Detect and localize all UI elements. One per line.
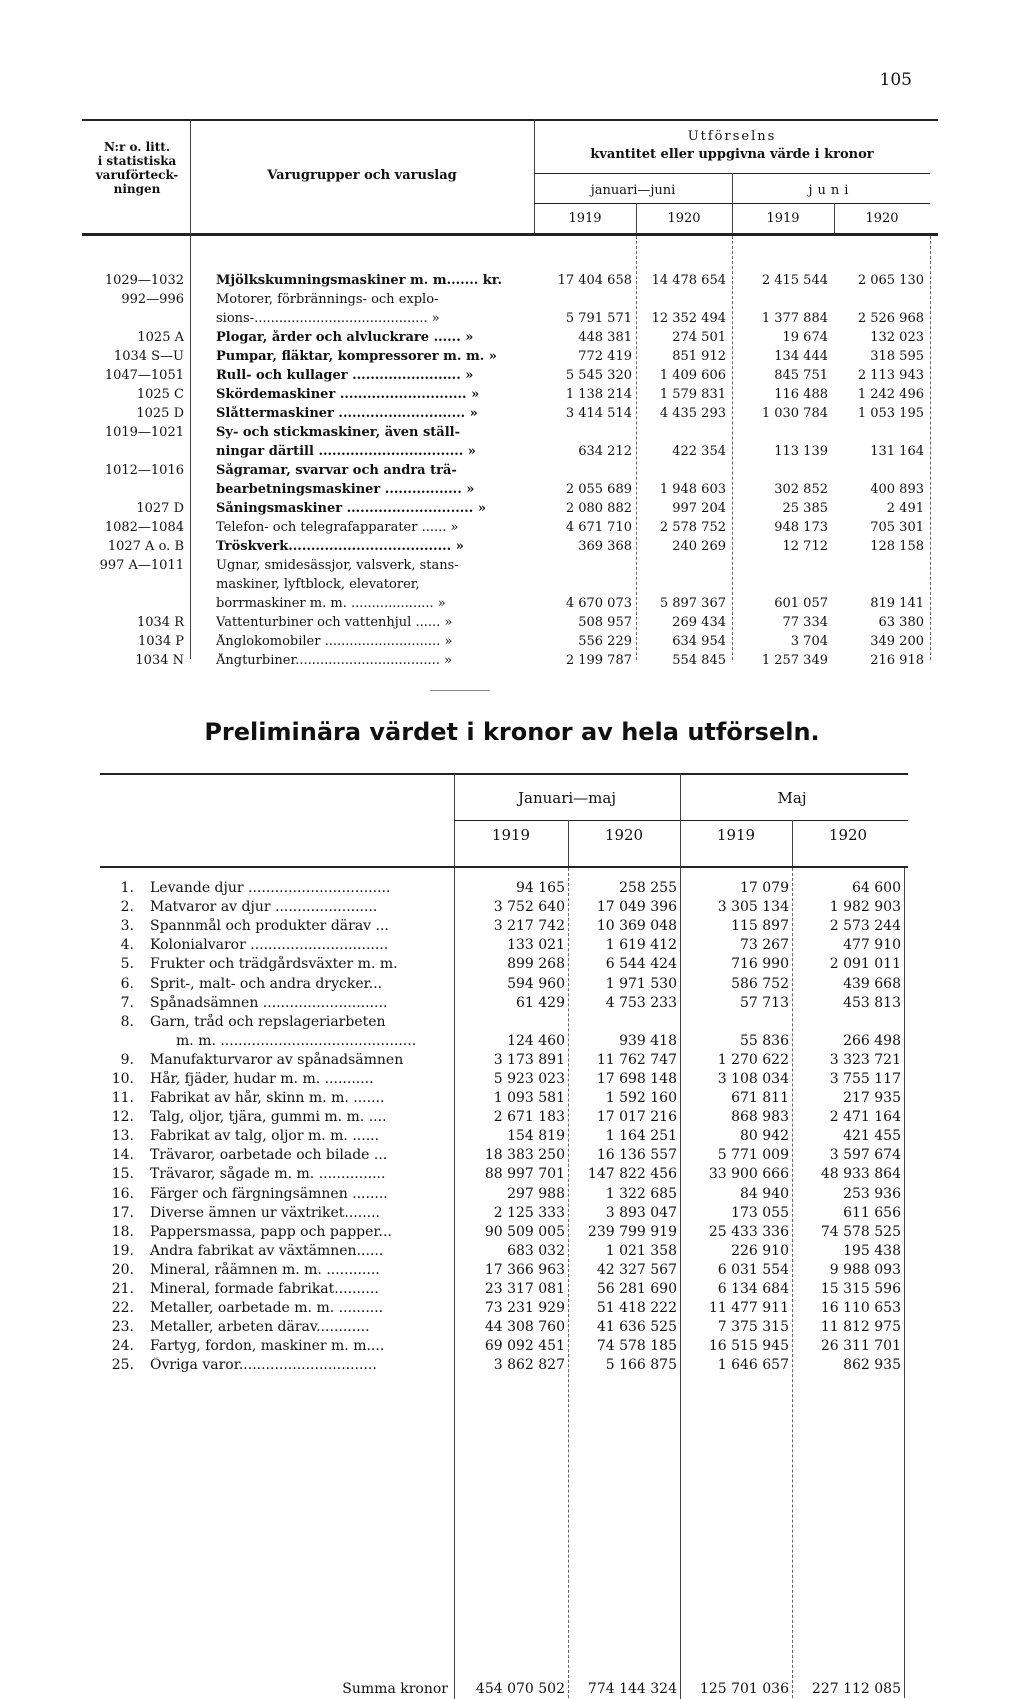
value-cell: 1 030 784: [761, 406, 828, 421]
value-cell: 1 093 581: [493, 1090, 565, 1106]
value-cell: 12 352 494: [651, 311, 726, 326]
value-cell: 5 897 367: [659, 596, 726, 611]
value-cell: 2 065 130: [857, 273, 924, 288]
value-cell: 453 813: [843, 995, 901, 1011]
value-cell: 6 134 684: [717, 1281, 789, 1297]
col-header-nr: [84, 140, 190, 196]
row-code: 1027 D: [136, 501, 184, 516]
row-label: Trävaror, oarbetade och bilade ...: [150, 1147, 388, 1163]
value-cell: 51 418 222: [596, 1300, 677, 1316]
row-label: borrmaskiner m. m. .................... »: [216, 596, 446, 611]
value-cell: 17 366 963: [484, 1262, 565, 1278]
row-number: 15.: [111, 1166, 134, 1182]
value-cell: 17 017 216: [596, 1109, 677, 1125]
row-number: 17.: [111, 1205, 134, 1221]
value-cell: 41 636 525: [596, 1319, 677, 1335]
value-cell: 2 199 787: [565, 653, 632, 668]
row-label: Vattenturbiner och vattenhjul ...... »: [216, 615, 453, 630]
row-label: maskiner, lyftblock, elevatorer,: [216, 577, 420, 592]
year-header: 1920: [604, 826, 644, 844]
year-header: 1919: [491, 826, 531, 844]
row-label: Slåttermaskiner ............................ »: [216, 406, 478, 421]
header-line: varuförteck-: [95, 168, 179, 182]
row-label: Spannmål och produkter därav ...: [150, 918, 389, 934]
value-cell: 11 762 747: [596, 1052, 677, 1068]
value-cell: 2 578 752: [659, 520, 726, 535]
separator: [430, 690, 490, 691]
row-number: 23.: [111, 1319, 134, 1335]
value-cell: 1 948 603: [659, 482, 726, 497]
value-cell: 302 852: [774, 482, 828, 497]
table1-divider: [190, 119, 191, 659]
value-cell: 2 125 333: [493, 1205, 565, 1221]
row-label: Färger och färgningsämnen ........: [150, 1186, 388, 1202]
row-code: 1025 D: [136, 406, 184, 421]
row-label: Motorer, förbrännings- och explo-: [216, 292, 439, 307]
value-cell: 80 942: [740, 1128, 789, 1144]
value-cell: 15 315 596: [820, 1281, 901, 1297]
row-label: Såningsmaskiner ............................ »: [216, 501, 486, 516]
row-label: Fabrikat av hår, skinn m. m. .......: [150, 1090, 385, 1106]
sum-value: 125 701 036: [699, 1681, 789, 1697]
value-cell: 3 414 514: [565, 406, 632, 421]
row-label: sions-.......................................... »: [216, 311, 440, 326]
row-number: 7.: [120, 995, 134, 1011]
value-cell: 84 940: [740, 1186, 789, 1202]
row-number: 3.: [120, 918, 134, 934]
col-header-utforselns: Utförselns: [687, 129, 777, 144]
row-label: Ugnar, smidesässjor, valsverk, stans-: [216, 558, 459, 573]
value-cell: 3 893 047: [605, 1205, 677, 1221]
value-cell: 939 418: [619, 1033, 677, 1049]
value-cell: 116 488: [774, 387, 828, 402]
value-cell: 1 971 530: [605, 976, 677, 992]
value-cell: 226 910: [731, 1243, 789, 1259]
row-code: 1034 N: [135, 653, 184, 668]
value-cell: 4 753 233: [605, 995, 677, 1011]
value-cell: 19 674: [782, 330, 828, 345]
row-label: Fabrikat av talg, oljor m. m. ......: [150, 1128, 380, 1144]
value-cell: 258 255: [619, 880, 677, 896]
value-cell: 1 242 496: [857, 387, 924, 402]
row-number: 16.: [111, 1186, 134, 1202]
value-cell: 17 698 148: [596, 1071, 677, 1087]
value-cell: 586 752: [731, 976, 789, 992]
value-cell: 5 166 875: [605, 1357, 677, 1373]
value-cell: 56 281 690: [596, 1281, 677, 1297]
value-cell: 16 110 653: [820, 1300, 901, 1316]
row-label: Hår, fjäder, hudar m. m. ...........: [150, 1071, 374, 1087]
value-cell: 17 049 396: [596, 899, 677, 915]
table2-divider: [568, 820, 569, 866]
row-label: ningar därtill ................................ »: [216, 444, 476, 459]
row-code: 1029—1032: [104, 273, 184, 288]
value-cell: 5 923 023: [493, 1071, 565, 1087]
value-cell: 899 268: [507, 956, 565, 972]
row-number: 9.: [120, 1052, 134, 1068]
table2-top-rule: [100, 773, 908, 775]
page-number: 105: [879, 70, 912, 90]
value-cell: 5 771 009: [717, 1147, 789, 1163]
table2-divider: [454, 773, 455, 1699]
value-cell: 55 836: [740, 1033, 789, 1049]
row-label: Garn, tråd och repslageriarbeten: [150, 1014, 386, 1030]
section-title: Preliminära värdet i kronor av hela utförseln.: [204, 718, 820, 746]
value-cell: 634 954: [672, 634, 726, 649]
period-jan-jun: januari—juni: [590, 183, 676, 198]
value-cell: 1 270 622: [717, 1052, 789, 1068]
sum-label: Summa kronor: [342, 1681, 448, 1697]
value-cell: 217 935: [843, 1090, 901, 1106]
value-cell: 14 478 654: [651, 273, 726, 288]
value-cell: 147 822 456: [587, 1166, 677, 1182]
value-cell: 556 229: [578, 634, 632, 649]
sum-value: 454 070 502: [475, 1681, 565, 1697]
table1-header-rule: [82, 233, 938, 236]
row-label: Kolonialvaror ...............................: [150, 937, 389, 953]
year-header: 1920: [865, 211, 899, 226]
row-label: Övriga varor...............................: [150, 1357, 377, 1373]
value-cell: 1 592 160: [605, 1090, 677, 1106]
row-code: 1019—1021: [104, 425, 184, 440]
value-cell: 772 419: [578, 349, 632, 364]
table2-divider: [792, 820, 793, 866]
table2-divider: [904, 868, 905, 1698]
value-cell: 132 023: [870, 330, 924, 345]
col-header-kvantitet: kvantitet eller uppgivna värde i kronor: [590, 147, 874, 162]
value-cell: 5 791 571: [565, 311, 632, 326]
value-cell: 3 752 640: [493, 899, 565, 915]
row-label: Spånadsämnen ............................: [150, 995, 388, 1011]
value-cell: 819 141: [870, 596, 924, 611]
row-label: Diverse ämnen ur växtriket........: [150, 1205, 381, 1221]
value-cell: 851 912: [672, 349, 726, 364]
table1-divider: [636, 236, 637, 660]
value-cell: 115 897: [731, 918, 789, 934]
row-label: Ånglokomobiler ............................ »: [216, 634, 453, 649]
value-cell: 318 595: [870, 349, 924, 364]
table2-header-rule: [100, 866, 908, 868]
value-cell: 7 375 315: [717, 1319, 789, 1335]
row-label: Metaller, arbeten därav............: [150, 1319, 370, 1335]
table2-divider: [454, 820, 908, 821]
value-cell: 2 671 183: [493, 1109, 565, 1125]
year-header: 1919: [766, 211, 800, 226]
value-cell: 124 460: [507, 1033, 565, 1049]
value-cell: 11 477 911: [708, 1300, 789, 1316]
header-line: i statistiska: [97, 154, 177, 168]
row-label: Plogar, årder och alvluckrare ...... »: [216, 330, 474, 345]
value-cell: 422 354: [672, 444, 726, 459]
row-code: 1012—1016: [104, 463, 184, 478]
value-cell: 349 200: [870, 634, 924, 649]
value-cell: 2 415 544: [761, 273, 828, 288]
value-cell: 997 204: [672, 501, 726, 516]
row-number: 10.: [111, 1071, 134, 1087]
row-label: Andra fabrikat av växtämnen......: [150, 1243, 384, 1259]
value-cell: 4 670 073: [565, 596, 632, 611]
year-header: 1920: [828, 826, 868, 844]
table2-divider: [568, 868, 569, 1698]
value-cell: 134 444: [774, 349, 828, 364]
row-number: 20.: [111, 1262, 134, 1278]
value-cell: 508 957: [578, 615, 632, 630]
year-header: 1919: [716, 826, 756, 844]
row-number: 14.: [111, 1147, 134, 1163]
value-cell: 17 404 658: [557, 273, 632, 288]
row-number: 6.: [120, 976, 134, 992]
value-cell: 716 990: [731, 956, 789, 972]
value-cell: 16 515 945: [708, 1338, 789, 1354]
value-cell: 4 435 293: [659, 406, 726, 421]
value-cell: 17 079: [740, 880, 789, 896]
value-cell: 400 893: [870, 482, 924, 497]
row-number: 13.: [111, 1128, 134, 1144]
value-cell: 1 257 349: [761, 653, 828, 668]
value-cell: 297 988: [507, 1186, 565, 1202]
row-label: Fartyg, fordon, maskiner m. m....: [150, 1338, 385, 1354]
value-cell: 1 579 831: [659, 387, 726, 402]
value-cell: 128 158: [870, 539, 924, 554]
value-cell: 63 380: [878, 615, 924, 630]
row-label: m. m. ............................................: [176, 1033, 417, 1049]
value-cell: 3 217 742: [493, 918, 565, 934]
value-cell: 611 656: [843, 1205, 901, 1221]
value-cell: 25 433 336: [708, 1224, 789, 1240]
row-code: 997 A—1011: [99, 558, 184, 573]
value-cell: 269 434: [672, 615, 726, 630]
value-cell: 74 578 525: [820, 1224, 901, 1240]
value-cell: 253 936: [843, 1186, 901, 1202]
sum-value: 227 112 085: [811, 1681, 901, 1697]
col-header-varugrupper: Varugrupper och varuslag: [267, 168, 457, 183]
year-header: 1919: [568, 211, 602, 226]
value-cell: 12 712: [782, 539, 828, 554]
value-cell: 3 305 134: [717, 899, 789, 915]
value-cell: 601 057: [774, 596, 828, 611]
value-cell: 73 231 929: [484, 1300, 565, 1316]
row-label: Tröskverk.................................... »: [216, 539, 464, 554]
value-cell: 3 862 827: [493, 1357, 565, 1373]
table1-divider: [930, 236, 931, 660]
value-cell: 9 988 093: [829, 1262, 901, 1278]
value-cell: 369 368: [578, 539, 632, 554]
value-cell: 948 173: [774, 520, 828, 535]
value-cell: 64 600: [852, 880, 901, 896]
value-cell: 10 369 048: [596, 918, 677, 934]
value-cell: 2 055 689: [565, 482, 632, 497]
value-cell: 705 301: [870, 520, 924, 535]
row-number: 4.: [120, 937, 134, 953]
row-code: 1025 A: [137, 330, 184, 345]
value-cell: 6 031 554: [717, 1262, 789, 1278]
table2-divider: [680, 773, 681, 1699]
value-cell: 69 092 451: [484, 1338, 565, 1354]
value-cell: 6 544 424: [605, 956, 677, 972]
value-cell: 44 308 760: [484, 1319, 565, 1335]
value-cell: 439 668: [843, 976, 901, 992]
value-cell: 2 491: [886, 501, 924, 516]
header-line: N:r o. litt.: [104, 140, 170, 154]
value-cell: 2 113 943: [857, 368, 924, 383]
row-label: Skördemaskiner ............................ »: [216, 387, 480, 402]
row-label: Matvaror av djur .......................: [150, 899, 378, 915]
value-cell: 23 317 081: [484, 1281, 565, 1297]
row-number: 8.: [120, 1014, 134, 1030]
row-number: 18.: [111, 1224, 134, 1240]
row-label: Pumpar, fläktar, kompressorer m. m. »: [216, 349, 497, 364]
row-number: 24.: [111, 1338, 134, 1354]
value-cell: 94 165: [516, 880, 565, 896]
value-cell: 1 053 195: [857, 406, 924, 421]
value-cell: 634 212: [578, 444, 632, 459]
value-cell: 2 091 011: [829, 956, 901, 972]
period-maj: Maj: [777, 789, 807, 807]
value-cell: 240 269: [672, 539, 726, 554]
value-cell: 671 811: [731, 1090, 789, 1106]
value-cell: 868 983: [731, 1109, 789, 1125]
value-cell: 1 138 214: [565, 387, 632, 402]
row-label: Mineral, råämnen m. m. ............: [150, 1262, 380, 1278]
value-cell: 61 429: [516, 995, 565, 1011]
row-code: 1082—1084: [104, 520, 184, 535]
row-label: Talg, oljor, tjära, gummi m. m. ....: [150, 1109, 387, 1125]
value-cell: 239 799 919: [587, 1224, 677, 1240]
value-cell: 421 455: [843, 1128, 901, 1144]
value-cell: 683 032: [507, 1243, 565, 1259]
row-number: 22.: [111, 1300, 134, 1316]
row-code: 992—996: [121, 292, 184, 307]
row-number: 19.: [111, 1243, 134, 1259]
value-cell: 1 619 412: [605, 937, 677, 953]
row-number: 2.: [120, 899, 134, 915]
row-number: 1.: [120, 880, 134, 896]
value-cell: 3 108 034: [717, 1071, 789, 1087]
value-cell: 57 713: [740, 995, 789, 1011]
value-cell: 2 080 882: [565, 501, 632, 516]
header-line: ningen: [113, 182, 161, 196]
value-cell: 216 918: [870, 653, 924, 668]
value-cell: 448 381: [578, 330, 632, 345]
value-cell: 26 311 701: [820, 1338, 901, 1354]
row-code: 1034 S—U: [113, 349, 184, 364]
value-cell: 73 267: [740, 937, 789, 953]
period-jan-maj: Januari—maj: [517, 789, 616, 807]
row-label: Frukter och trädgårdsväxter m. m.: [150, 956, 398, 972]
row-label: Pappersmassa, papp och papper...: [150, 1224, 392, 1240]
value-cell: 1 409 606: [659, 368, 726, 383]
value-cell: 173 055: [731, 1205, 789, 1221]
row-number: 21.: [111, 1281, 134, 1297]
value-cell: 133 021: [507, 937, 565, 953]
row-number: 11.: [111, 1090, 134, 1106]
row-code: 1034 R: [136, 615, 184, 630]
value-cell: 274 501: [672, 330, 726, 345]
row-label: Sy- och stickmaskiner, även ställ-: [216, 425, 460, 440]
table1-top-rule: [82, 119, 938, 121]
row-number: 25.: [111, 1357, 134, 1373]
value-cell: 3 755 117: [829, 1071, 901, 1087]
value-cell: 1 021 358: [605, 1243, 677, 1259]
row-label: Rull- och kullager ........................ »: [216, 368, 474, 383]
row-number: 12.: [111, 1109, 134, 1125]
value-cell: 2 526 968: [857, 311, 924, 326]
value-cell: 266 498: [843, 1033, 901, 1049]
value-cell: 11 812 975: [820, 1319, 901, 1335]
value-cell: 88 997 701: [484, 1166, 565, 1182]
year-header: 1920: [667, 211, 701, 226]
value-cell: 113 139: [774, 444, 828, 459]
value-cell: 33 900 666: [708, 1166, 789, 1182]
row-label: Ångturbiner................................... »: [216, 653, 452, 668]
row-label: Mjölkskumningsmaskiner m. m....... kr.: [216, 273, 502, 288]
value-cell: 77 334: [782, 615, 828, 630]
value-cell: 90 509 005: [484, 1224, 565, 1240]
row-label: Metaller, oarbetade m. m. ..........: [150, 1300, 384, 1316]
row-label: Levande djur ................................: [150, 880, 391, 896]
value-cell: 1 646 657: [717, 1357, 789, 1373]
row-label: bearbetningsmaskiner ................. »: [216, 482, 475, 497]
value-cell: 1 164 251: [605, 1128, 677, 1144]
value-cell: 845 751: [774, 368, 828, 383]
row-code: 1047—1051: [104, 368, 184, 383]
value-cell: 594 960: [507, 976, 565, 992]
value-cell: 3 173 891: [493, 1052, 565, 1068]
value-cell: 42 327 567: [596, 1262, 677, 1278]
value-cell: 477 910: [843, 937, 901, 953]
value-cell: 3 323 721: [829, 1052, 901, 1068]
table2-divider: [792, 868, 793, 1698]
row-code: 1027 A o. B: [107, 539, 184, 554]
row-label: Telefon- och telegrafapparater ...... »: [216, 520, 459, 535]
row-label: Sprit-, malt- och andra drycker...: [150, 976, 383, 992]
row-code: 1034 P: [138, 634, 184, 649]
value-cell: 3 597 674: [829, 1147, 901, 1163]
table1-divider: [732, 236, 733, 660]
value-cell: 25 385: [782, 501, 828, 516]
value-cell: 2 471 164: [829, 1109, 901, 1125]
row-label: Trävaror, sågade m. m. ...............: [150, 1166, 386, 1182]
value-cell: 5 545 320: [565, 368, 632, 383]
row-label: Sågramar, svarvar och andra trä-: [216, 463, 457, 478]
value-cell: 554 845: [672, 653, 726, 668]
period-jun: juni: [808, 183, 854, 198]
value-cell: 74 578 185: [596, 1338, 677, 1354]
value-cell: 48 933 864: [820, 1166, 901, 1182]
value-cell: 2 573 244: [829, 918, 901, 934]
value-cell: 154 819: [507, 1128, 565, 1144]
value-cell: 1 377 884: [761, 311, 828, 326]
value-cell: 1 982 903: [829, 899, 901, 915]
value-cell: 16 136 557: [596, 1147, 677, 1163]
row-code: 1025 C: [136, 387, 184, 402]
row-label: Manufakturvaror av spånadsämnen: [150, 1052, 404, 1068]
value-cell: 1 322 685: [605, 1186, 677, 1202]
row-number: 5.: [120, 956, 134, 972]
value-cell: 3 704: [790, 634, 828, 649]
value-cell: 131 164: [870, 444, 924, 459]
sum-value: 774 144 324: [587, 1681, 677, 1697]
value-cell: 18 383 250: [484, 1147, 565, 1163]
row-label: Mineral, formade fabrikat..........: [150, 1281, 379, 1297]
value-cell: 4 671 710: [565, 520, 632, 535]
value-cell: 862 935: [843, 1357, 901, 1373]
value-cell: 195 438: [843, 1243, 901, 1259]
